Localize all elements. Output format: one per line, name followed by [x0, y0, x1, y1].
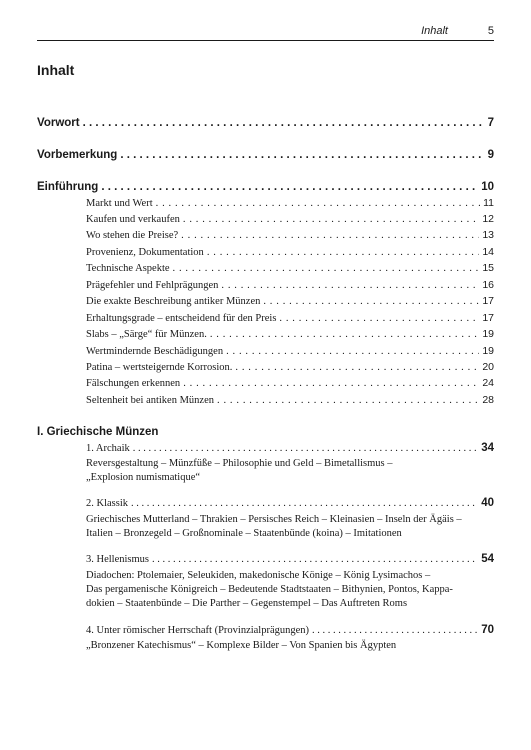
toc-entry-page: 15: [482, 262, 494, 274]
toc-entry-page: 17: [482, 312, 494, 324]
toc-entry-label: Seltenheit bei antiken Münzen: [86, 395, 215, 406]
toc-entry-page: 28: [482, 394, 494, 406]
toc-entry-page: 19: [482, 328, 494, 340]
toc-entry-page: 34: [481, 442, 494, 454]
dot-leader: [210, 329, 479, 340]
toc-entry-label: Prägefehler und Fehlprägungen: [86, 280, 219, 291]
toc-entry-label: Technische Aspekte: [86, 263, 170, 274]
toc-subentry[interactable]: [86, 377, 494, 389]
toc-chapter-archaik[interactable]: [86, 442, 494, 454]
toc-subentry[interactable]: [86, 361, 494, 373]
toc-entry-label: 3. Hellenismus: [86, 554, 149, 565]
toc-entry-label: Fälschungen erkennen: [86, 378, 181, 389]
toc-entry-label: Patina – wertsteigernde Korrosion.: [86, 362, 233, 373]
toc-subentry[interactable]: [86, 345, 494, 357]
dot-leader: [279, 313, 479, 324]
toc-entry-label: Einführung: [37, 181, 99, 193]
toc-subentry[interactable]: [86, 213, 494, 225]
dot-leader: [217, 395, 479, 406]
toc-entry-page: 10: [481, 181, 494, 193]
toc-entry-label: Markt und Wert: [86, 198, 153, 209]
toc-entry-label: Die exakte Beschreibung antiker Münzen: [86, 296, 261, 307]
chapter-description: [86, 569, 494, 611]
dot-leader: [156, 198, 480, 209]
toc-entry-page: 17: [482, 295, 494, 307]
toc-entry-label: Vorbemerkung: [37, 149, 118, 161]
description-line: Reversgestaltung – Münzfüße – Philosophie und Geld – Bimetallismus –: [86, 458, 393, 469]
chapter-description: [86, 639, 494, 653]
part-heading: I. Griechische Münzen: [37, 426, 159, 438]
dot-leader: [183, 214, 479, 225]
running-header: [37, 24, 494, 41]
toc-subentry[interactable]: [86, 246, 494, 258]
dot-leader: [173, 263, 480, 274]
chapter-description: [86, 457, 494, 485]
chapter-description: [86, 513, 494, 541]
toc-entry-page: 20: [482, 361, 494, 373]
toc-entry-label: Provenienz, Dokumentation: [86, 247, 204, 258]
dot-leader: [207, 247, 480, 258]
description-line: Griechisches Mutterland – Thrakien – Persisches Reich – Kleinasien – Inseln der Ägäis –: [86, 514, 462, 525]
toc-entry-page: 70: [481, 624, 494, 636]
toc-entry-label: 1. Archaik: [86, 443, 130, 454]
toc-entry-page: 12: [482, 213, 494, 225]
toc-entry-einfuehrung[interactable]: [37, 181, 494, 193]
page-number: 5: [487, 25, 494, 37]
toc-chapter-provinzialpraegungen[interactable]: [86, 624, 494, 636]
description-line: Das pergamenische Königreich – Bedeutende Stadtstaaten – Bithynien, Pontos, Kappa-: [86, 584, 453, 595]
toc-subentry[interactable]: [86, 279, 494, 291]
toc-subentry[interactable]: [86, 328, 494, 340]
dot-leader: [133, 443, 478, 454]
dot-leader: [263, 296, 479, 307]
toc-entry-label: Erhaltungsgrade – entscheidend für den Preis: [86, 313, 277, 324]
toc-entry-vorbemerkung[interactable]: [37, 149, 494, 161]
toc-entry-label: Kaufen und verkaufen: [86, 214, 180, 225]
dot-leader: [312, 625, 478, 636]
toc-entry-page: 54: [481, 553, 494, 565]
toc-entry-label: 2. Klassik: [86, 498, 128, 509]
toc-entry-page: 19: [482, 345, 494, 357]
description-line: Diadochen: Ptolemaier, Seleukiden, makedonische Könige – König Lysimachos –: [86, 570, 431, 581]
dot-leader: [101, 181, 478, 193]
description-line: „Explosion numismatique“: [86, 472, 201, 483]
dot-leader: [181, 230, 479, 241]
dot-leader: [226, 346, 479, 357]
toc-entry-page: 24: [482, 377, 494, 389]
dot-leader: [131, 498, 478, 509]
toc-entry-page: 11: [483, 197, 494, 209]
toc-subentry[interactable]: [86, 229, 494, 241]
toc-entry-page: 9: [487, 149, 494, 161]
toc-subentry[interactable]: [86, 312, 494, 324]
toc-entry-page: 7: [487, 117, 494, 129]
toc-subentry[interactable]: [86, 394, 494, 406]
toc-entry-page: 16: [482, 279, 494, 291]
toc-entry-label: Wo stehen die Preise?: [86, 230, 179, 241]
description-line: „Bronzener Katechismus“ – Komplexe Bilder – Von Spanien bis Ägypten: [86, 640, 397, 651]
toc-subentry[interactable]: [86, 262, 494, 274]
toc-chapter-hellenismus[interactable]: [86, 553, 494, 565]
toc-entry-label: Vorwort: [37, 117, 80, 129]
dot-leader: [83, 117, 485, 129]
toc-subentry[interactable]: [86, 295, 494, 307]
description-line: dokien – Staatenbünde – Die Parther – Gegenstempel – Das Auftreten Roms: [86, 598, 408, 609]
toc-entry-label: Slabs – „Särge“ für Münzen.: [86, 329, 207, 340]
dot-leader: [235, 362, 479, 373]
dot-leader: [152, 554, 478, 565]
toc-subentry[interactable]: [86, 197, 494, 209]
page-title: Inhalt: [37, 62, 75, 78]
dot-leader: [183, 378, 479, 389]
toc-entry-page: 13: [482, 229, 494, 241]
toc-entry-label: 4. Unter römischer Herrschaft (Provinzialprägungen): [86, 625, 310, 636]
running-header-section: Inhalt: [421, 25, 448, 37]
dot-leader: [120, 149, 484, 161]
toc-entry-page: 14: [482, 246, 494, 258]
toc-entry-page: 40: [481, 497, 494, 509]
dot-leader: [221, 280, 479, 291]
toc-entry-vorwort[interactable]: [37, 117, 494, 129]
toc-entry-label: Wertmindernde Beschädigungen: [86, 346, 224, 357]
toc-chapter-klassik[interactable]: [86, 497, 494, 509]
description-line: Italien – Bronzegeld – Großnominale – Staatenbünde (koina) – Imitationen: [86, 528, 402, 539]
